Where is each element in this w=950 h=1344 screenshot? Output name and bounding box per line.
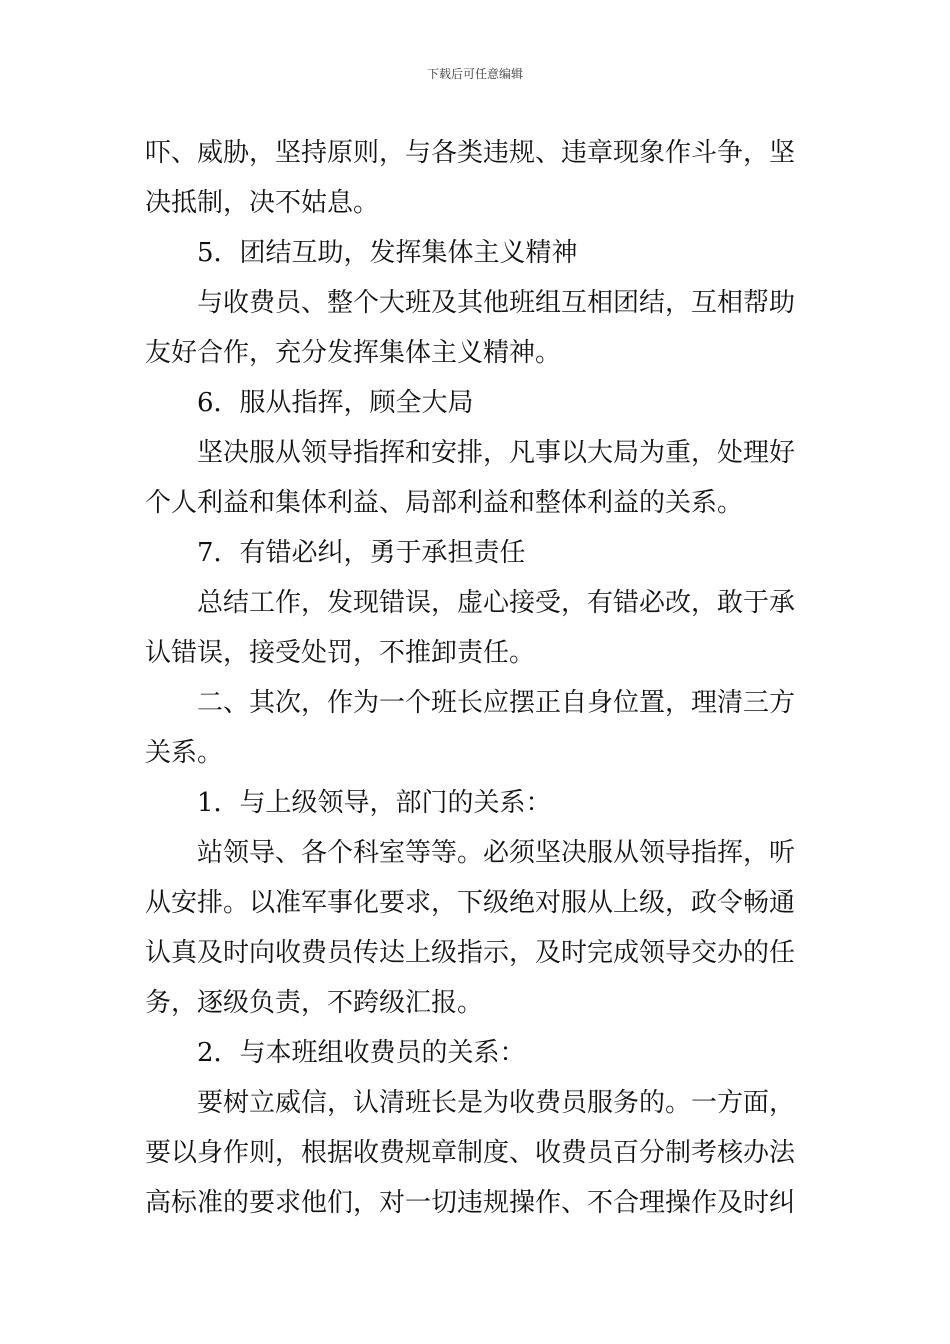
text-line: 个人利益和集体利益、局部利益和整体利益的关系。 [145,488,744,518]
section-heading: 二、其次，作为一个班长应摆正自身位置，理清三方 [197,688,796,718]
text-line: 与收费员、整个大班及其他班组互相团结，互相帮助 [197,288,796,318]
section-heading: 7．有错必纠，勇于承担责任 [197,538,526,568]
text-line: 要树立威信，认清班长是为收费员服务的。一方面， [197,1088,796,1118]
text-line: 决抵制，决不姑息。 [145,188,380,218]
text-line: 要以身作则，根据收费规章制度、收费员百分制考核办法 [145,1138,796,1168]
text-line: 从安排。以准军事化要求，下级绝对服从上级，政令畅通 [145,888,796,918]
text-line: 友好合作，充分发挥集体主义精神。 [145,338,562,368]
text-line: 吓、威胁，坚持原则，与各类违规、违章现象作斗争，坚 [145,138,796,168]
page-header: 下载后可任意编辑 [426,67,523,81]
section-heading: 2．与本班组收费员的关系： [197,1038,526,1068]
text-line: 务，逐级负责，不跨级汇报。 [145,988,484,1018]
section-heading: 6．服从指挥，顾全大局 [197,388,474,418]
text-line: 认真及时向收费员传达上级指示，及时完成领导交办的任 [145,938,796,968]
section-heading: 5．团结互助，发挥集体主义精神 [197,238,578,268]
text-line: 认错误，接受处罚，不推卸责任。 [145,638,536,668]
document-body [145,128,810,1228]
section-heading: 1．与上级领导，部门的关系： [197,788,552,818]
text-line: 总结工作，发现错误，虚心接受，有错必改，敢于承 [197,588,796,618]
text-line: 高标准的要求他们，对一切违规操作、不合理操作及时纠 [145,1188,796,1218]
text-line: 站领导、各个科室等等。必须坚决服从领导指挥，听 [197,838,796,868]
text-line: 关系。 [145,738,224,768]
text-line: 坚决服从领导指挥和安排，凡事以大局为重，处理好 [197,438,796,468]
